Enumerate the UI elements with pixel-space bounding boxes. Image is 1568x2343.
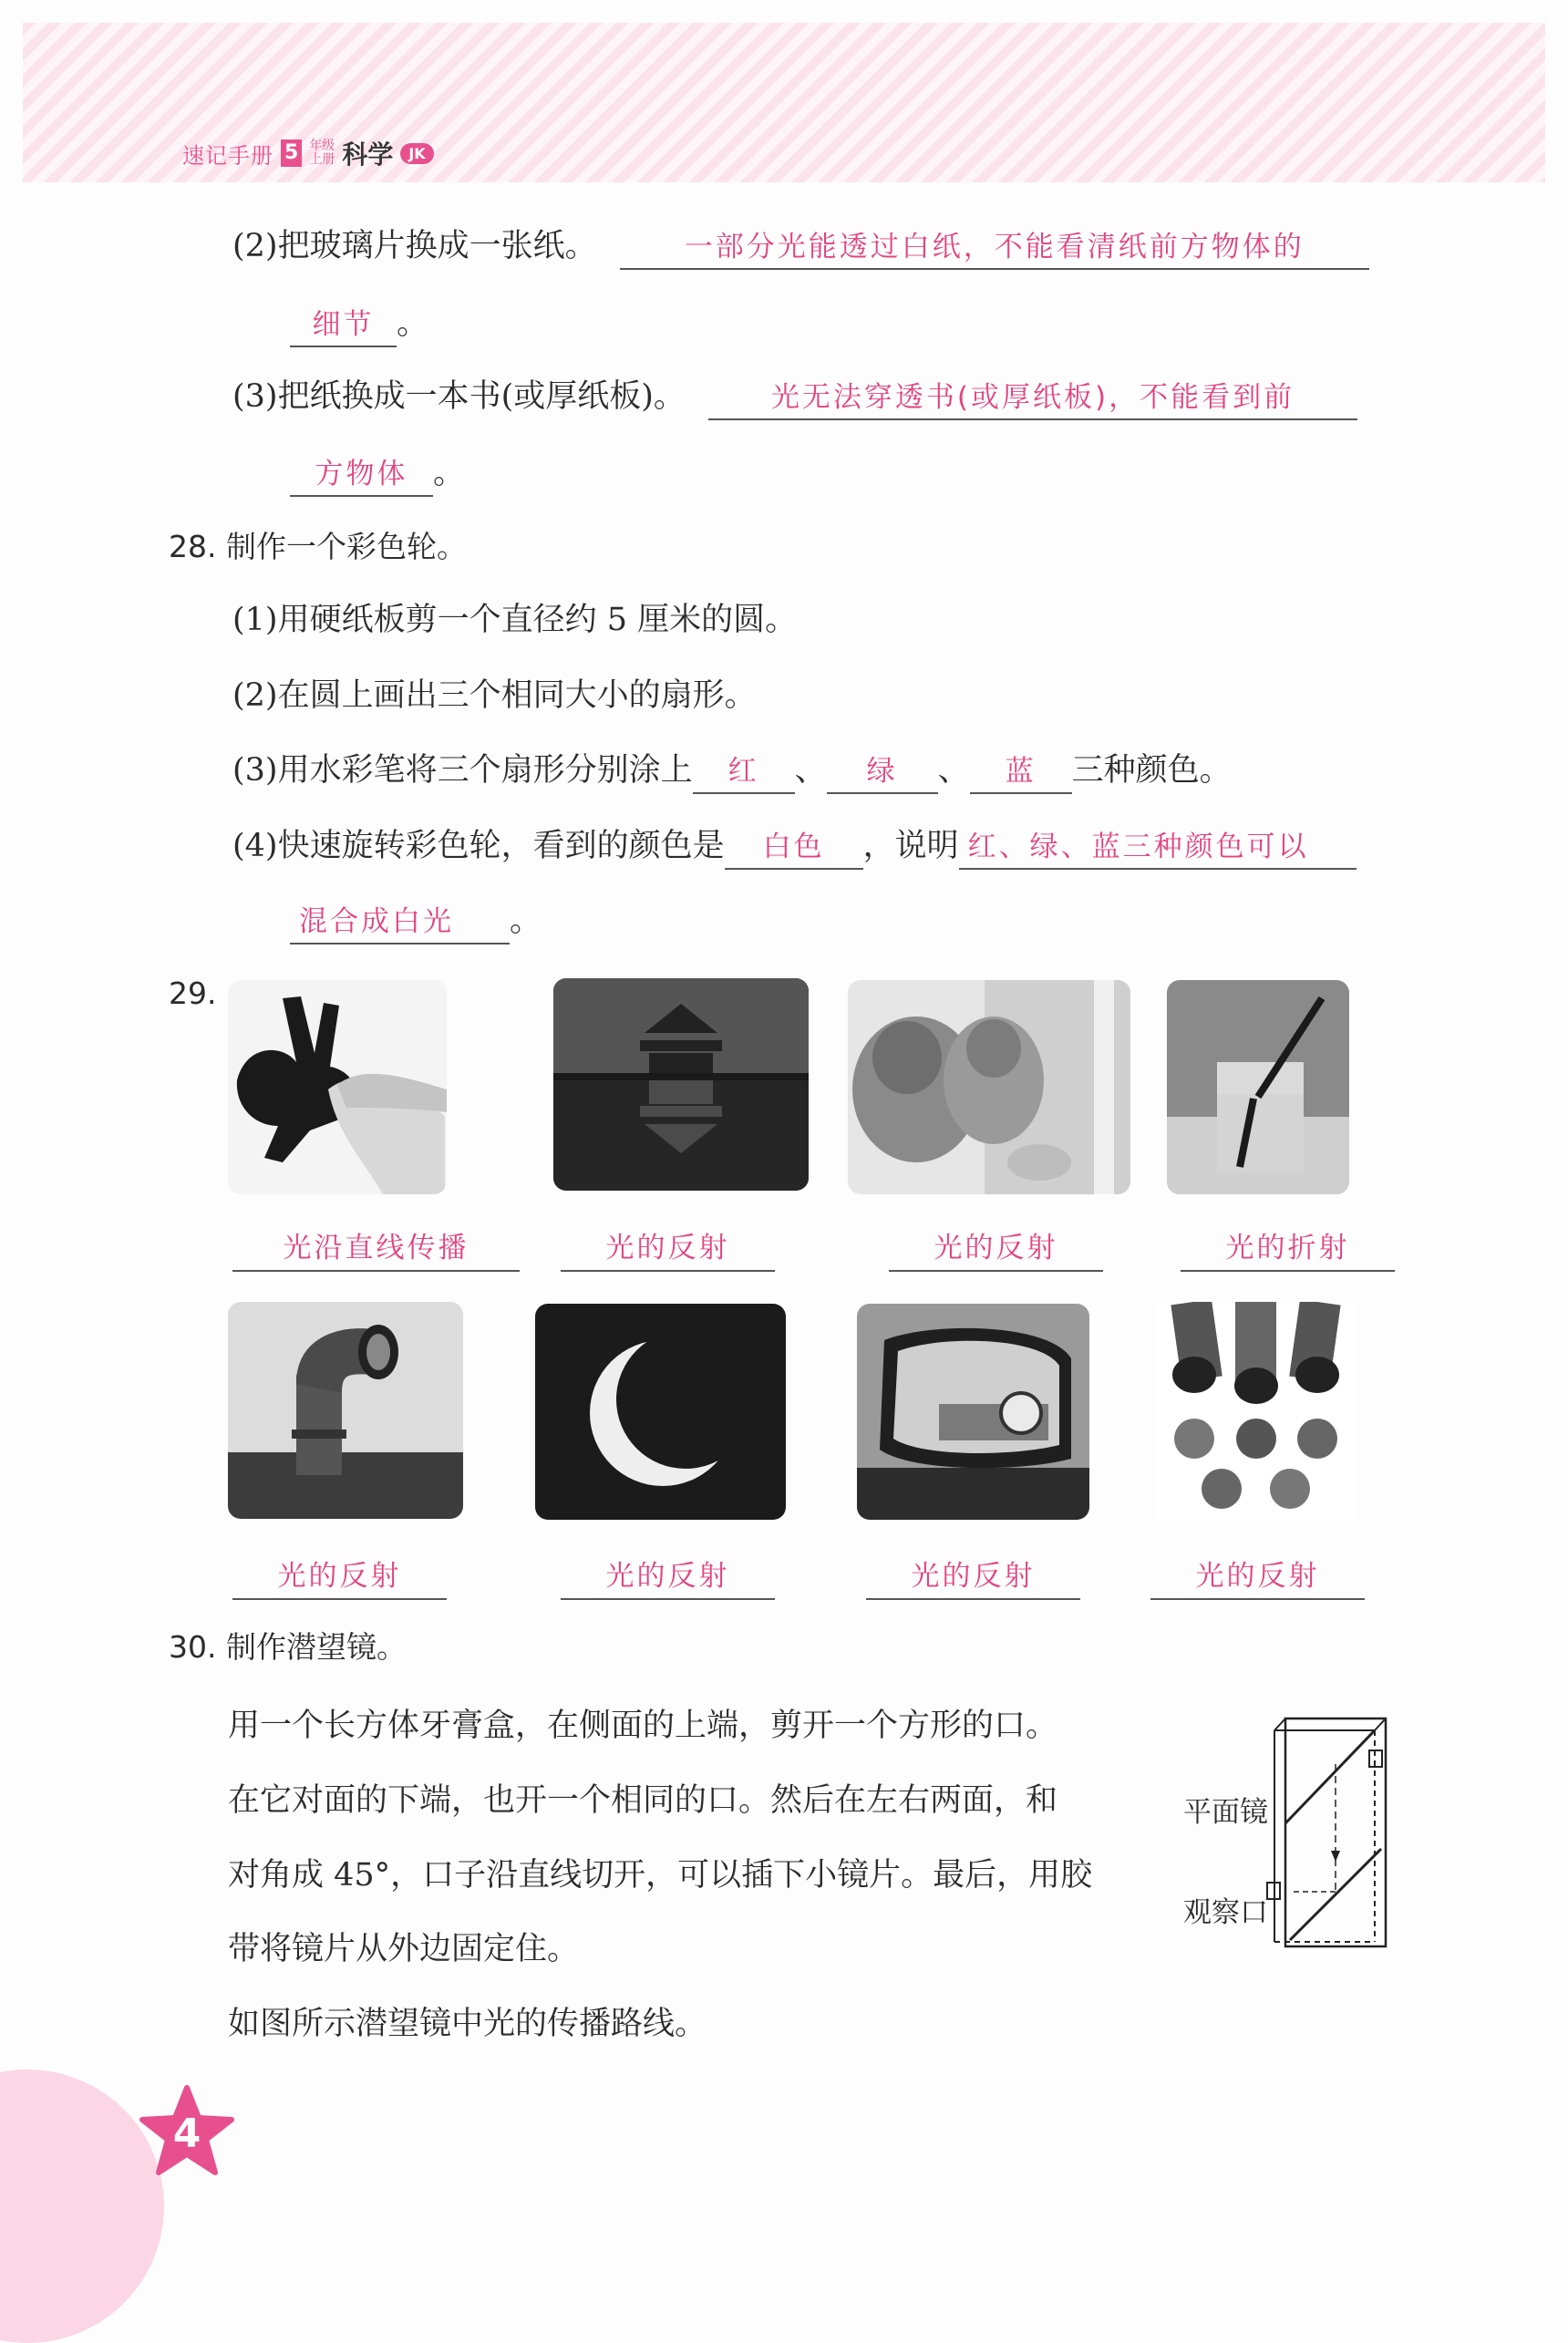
caption-4: 光的折射 bbox=[1181, 1226, 1395, 1272]
periscope-port-label: 观察口 bbox=[1183, 1896, 1268, 1929]
q30-para3: 对角成 45°，口子沿直线切开，可以插下小镜片。最后，用胶 bbox=[228, 1857, 1093, 1894]
q27-item3-answer-line1: 光无法穿透书(或厚纸板)，不能看到前 bbox=[708, 377, 1357, 420]
eclipse-photo bbox=[535, 1304, 786, 1520]
car-mirror-photo bbox=[857, 1304, 1089, 1520]
q27-item3-cont: 方物体 。 bbox=[290, 450, 465, 497]
q27-item2: (2)把玻璃片换成一张纸。 一部分光能透过白纸，不能看清纸前方物体的 bbox=[232, 223, 1369, 270]
grade-text: 年级 上册 bbox=[309, 139, 335, 167]
q30-para5: 如图所示潜望镜中光的传播路线。 bbox=[228, 2006, 707, 2042]
q28-step1: (1)用硬纸板剪一个直径约 5 厘米的圆。 bbox=[232, 602, 798, 638]
shadow-rabbit-photo bbox=[228, 980, 447, 1194]
q27-item3-answer-line2: 方物体 bbox=[290, 453, 433, 497]
q28-color1-answer: 红 bbox=[693, 750, 795, 794]
periscope-mirror-label: 平面镜 bbox=[1183, 1796, 1268, 1829]
edition-badge: JK bbox=[400, 143, 433, 164]
caption-5: 光的反射 bbox=[232, 1554, 447, 1600]
periscope-water-photo bbox=[228, 1302, 463, 1519]
q30-para2: 在它对面的下端，也开一个相同的口。然后在左右两面，和 bbox=[228, 1782, 1058, 1819]
q27-item3: (3)把纸换成一本书(或厚纸板)。 光无法穿透书(或厚纸板)，不能看到前 bbox=[232, 374, 1357, 420]
q28-step4-explain-line1: 红、绿、蓝三种颜色可以 bbox=[959, 826, 1357, 870]
caption-8: 光的反射 bbox=[1150, 1554, 1365, 1600]
q30-title: 30. 制作潜望镜。 bbox=[169, 1629, 407, 1665]
grade-number: 5 bbox=[281, 139, 302, 167]
caption-3: 光的反射 bbox=[889, 1226, 1103, 1272]
q30-para4: 带将镜片从外边固定住。 bbox=[228, 1931, 580, 1967]
q27-item2-cont: 细节 。 bbox=[290, 301, 428, 347]
kaleidoscope-photo bbox=[1158, 1302, 1354, 1521]
caption-6: 光的反射 bbox=[561, 1554, 775, 1600]
caption-2: 光的反射 bbox=[561, 1226, 775, 1272]
series-title: 速记手册 bbox=[182, 142, 273, 169]
q30-para1: 用一个长方体牙膏盒，在侧面的上端，剪开一个方形的口。 bbox=[228, 1708, 1058, 1744]
q28-step4-answer: 白色 bbox=[725, 826, 863, 870]
q28-step4: (4)快速旋转彩色轮，看到的颜色是 白色 ，说明 红、绿、蓝三种颜色可以 bbox=[232, 823, 1357, 870]
q28-color2-answer: 绿 bbox=[827, 750, 938, 794]
q28-step4-cont: 混合成白光 。 bbox=[290, 898, 542, 944]
q28-step2: (2)在圆上画出三个相同大小的扇形。 bbox=[232, 677, 757, 714]
subject-title: 科学 bbox=[342, 139, 394, 170]
q28-step4-explain-line2: 混合成白光 bbox=[290, 901, 510, 944]
caption-7: 光的反射 bbox=[866, 1554, 1080, 1600]
pencil-glass-photo bbox=[1167, 980, 1349, 1194]
q27-item2-answer-line2: 细节 bbox=[290, 304, 397, 347]
q28-title: 28. 制作一个彩色轮。 bbox=[169, 529, 467, 564]
q27-item2-answer-line1: 一部分光能透过白纸，不能看清纸前方物体的 bbox=[620, 226, 1369, 270]
q29-number: 29. bbox=[169, 975, 217, 1011]
caption-1: 光沿直线传播 bbox=[232, 1226, 520, 1272]
page-number: 4 bbox=[172, 2110, 201, 2157]
rabbit-mirror-photo bbox=[848, 980, 1130, 1194]
running-header bbox=[182, 135, 434, 171]
temple-reflection-photo bbox=[553, 978, 809, 1191]
q28-step3: (3)用水彩笔将三个扇形分别涂上 红 、 绿 、 蓝 三种颜色。 bbox=[232, 748, 1232, 794]
q28-color3-answer: 蓝 bbox=[970, 750, 1072, 794]
